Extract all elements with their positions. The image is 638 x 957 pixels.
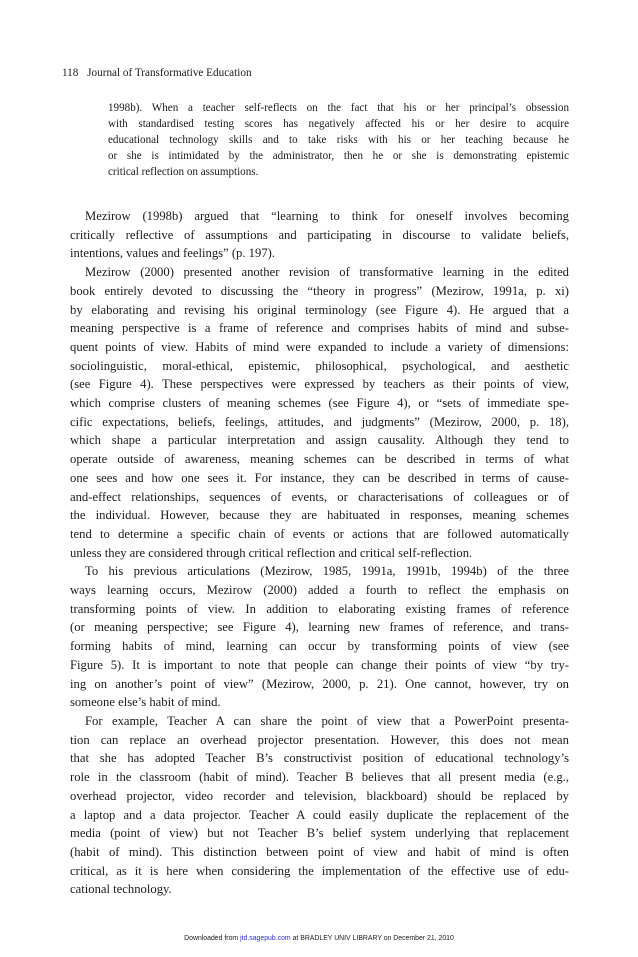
body-line: Figure 5). It is important to note that people can change their points of view “by try- (70, 657, 569, 672)
body-line: unless they are considered through critical reflection and critical self-reflection. (70, 545, 473, 560)
footer-prefix: Downloaded from (184, 935, 241, 942)
body-line: quent points of view. Habits of mind were expanded to include a variety of dimensions: (70, 339, 569, 354)
body-line: cific expectations, beliefs, feelings, attitudes, and judgments” (Mezirow, 2000, p. 18), (70, 414, 569, 429)
body-line: forming habits of mind, learning can occur by transforming points of view (see (70, 639, 569, 654)
quote-line: critical reflection on assumptions. (108, 166, 259, 179)
quote-line: or she is intimidated by the administrator, then he or she is demonstrating epistemic (108, 150, 569, 163)
page-number: 118 (62, 67, 79, 79)
indented-example-block (108, 100, 569, 180)
body-line: meaning perspective is a frame of reference and comprises habits of mind and subse- (70, 321, 569, 336)
running-header (62, 67, 252, 79)
body-line: ways learning occurs, Mezirow (2000) added a fourth to reflect the emphasis on (70, 583, 569, 598)
body-line: critical, as it is here when considering the implementation of the effective use of edu- (70, 863, 569, 878)
body-line: media (point of view) but not Teacher B’s belief system underlying that replacement (70, 826, 569, 841)
quote-line: with standardised testing scores has negatively affected his or her desire to acquire (108, 118, 569, 131)
body-line: critically reflective of assumptions and participating in discourse to validate beliefs, (70, 227, 569, 242)
body-line: To his previous articulations (Mezirow, 1985, 1991a, 1991b, 1994b) of the three (85, 564, 569, 579)
body-line: the individual. However, because they are habituated in responses, meaning schemes (70, 508, 569, 523)
body-line: sociolinguistic, moral-ethical, epistemic, philosophical, psychological, and aesthetic (70, 358, 569, 373)
footer-suffix: at BRADLEY UNIV LIBRARY on December 21, 2010 (290, 935, 454, 942)
body-text (70, 207, 569, 899)
body-line: cational technology. (70, 882, 172, 897)
body-line: a laptop and a data projector. Teacher A could easily duplicate the replacement of the (70, 807, 569, 822)
body-line: ing on another’s point of view” (Mezirow, 2000, p. 21). One cannot, however, try on (70, 676, 569, 691)
footer-link[interactable]: jtd.sagepub.com (240, 935, 291, 942)
body-line: operate outside of awareness, meaning schemes can be described in terms of what (70, 452, 569, 467)
body-line: overhead projector, video recorder and television, blackboard) should be replaced by (70, 788, 569, 803)
body-line: which comprise clusters of meaning schemes (see Figure 4), or “sets of immediate spe- (70, 396, 569, 411)
body-line: intentions, values and feelings” (p. 197). (70, 246, 276, 261)
body-line: Mezirow (1998b) argued that “learning to think for oneself involves becoming (85, 209, 569, 223)
body-line: by elaborating and revising his original terminology (see Figure 4). He argued that a (70, 302, 569, 317)
body-line: tend to determine a specific chain of events or actions that are followed automatically (70, 526, 569, 541)
body-line: someone else’s habit of mind. (70, 695, 221, 710)
journal-title: Journal of Transformative Education (87, 67, 252, 79)
body-line: which shape a particular interpretation and assign causality. Although they tend to (70, 433, 569, 448)
body-line: one sees and how one sees it. For instance, they can be described in terms of cause- (70, 470, 569, 485)
body-line: and-effect relationships, sequences of events, or characterisations of colleagues or of (70, 489, 569, 504)
body-line: that she has adopted Teacher B’s constructivist position of educational technology’s (70, 751, 569, 766)
body-line: Mezirow (2000) presented another revision of transformative learning in the edited (85, 265, 569, 280)
body-line: For example, Teacher A can share the point of view that a PowerPoint presenta- (85, 713, 569, 728)
body-line: (or meaning perspective; see Figure 4), learning new frames of reference, and trans- (70, 620, 569, 635)
body-line: book entirely devoted to discussing the “theory in progress” (Mezirow, 1991a, p. xi) (70, 283, 569, 298)
download-footer (0, 935, 638, 942)
body-line: role in the classroom (habit of mind). Teacher B believes that all present media (e.g., (70, 770, 569, 785)
body-line: tion can replace an overhead projector presentation. However, this does not mean (70, 732, 569, 747)
body-line: transforming points of view. In addition to elaborating existing frames of reference (70, 601, 569, 616)
quote-line: 1998b). When a teacher self-reflects on the fact that his or her principal’s obsession (108, 102, 569, 114)
body-line: (see Figure 4). These perspectives were expressed by teachers as their points of view, (70, 377, 569, 392)
quote-line: educational technology skills and to take risks with his or her teaching because he (108, 134, 569, 147)
body-line: (habit of mind). This distinction between point of view and habit of mind is often (70, 844, 569, 859)
